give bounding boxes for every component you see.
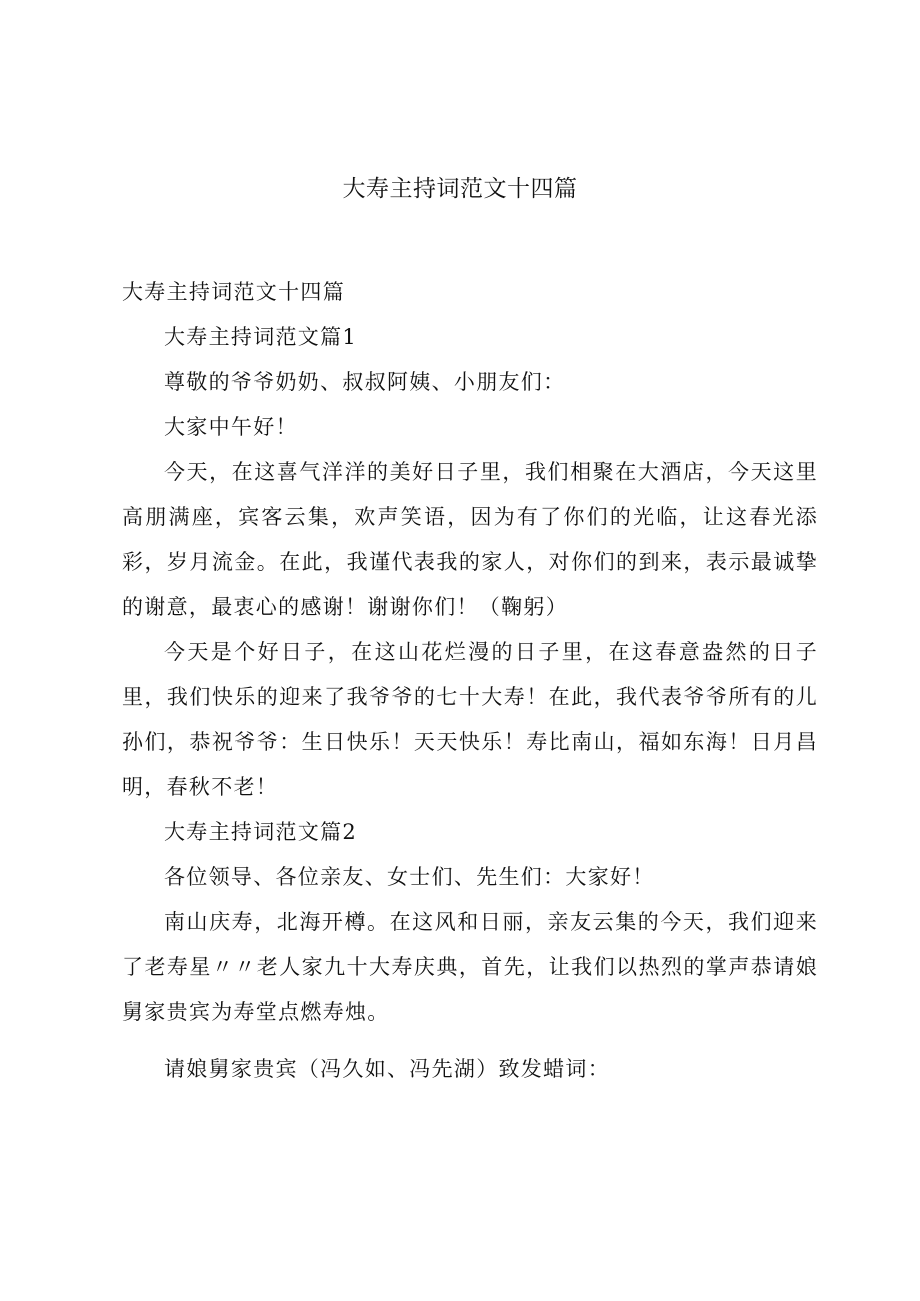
ceremony-opening-paragraph: 南山庆寿，北海开樽。在这风和日丽，亲友云集的今天，我们迎来了老寿星〃〃老人家九十大寿庆典，首先，让我们以热烈的掌声恭请娘舅家贵宾为寿堂点燃寿烛。 [122,910,818,1024]
welcome-paragraph: 今天，在这喜气洋洋的美好日子里，我们相聚在大酒店，今天这里高朋满座，宾客云集，欢声笑语，因为有了你们的光临，让这春光添彩，岁月流金。在此，我谨代表我的家人，对你们的到来，表示最诚挚的谢意，最衷心的感谢！谢谢你们！（鞠躬） [122,460,818,619]
document-body [122,270,818,1092]
address-paragraph: 各位领导、各位亲友、女士们、先生们：大家好！ [164,865,655,889]
birthday-wish-paragraph: 今天是个好日子，在这山花烂漫的日子里，在这春意盎然的日子里，我们快乐的迎来了我爷爷的七十大寿！在此，我代表爷爷所有的儿孙们，恭祝爷爷：生日快乐！天天快乐！寿比南山，福如东海！日月昌明，春秋不老！ [122,640,818,799]
section-heading-2: 大寿主持词范文篇2 [164,820,358,844]
body-heading: 大寿主持词范文十四篇 [122,280,345,304]
invitation-paragraph: 请娘舅家贵宾（冯久如、冯先湖）致发蜡词： [164,1057,610,1081]
greeting-paragraph: 大家中午好！ [164,415,298,439]
salutation-paragraph: 尊敬的爷爷奶奶、叔叔阿姨、小朋友们： [164,370,566,394]
document-title: 大寿主持词范文十四篇 [342,176,578,202]
section-heading-1: 大寿主持词范文篇1 [164,325,358,349]
